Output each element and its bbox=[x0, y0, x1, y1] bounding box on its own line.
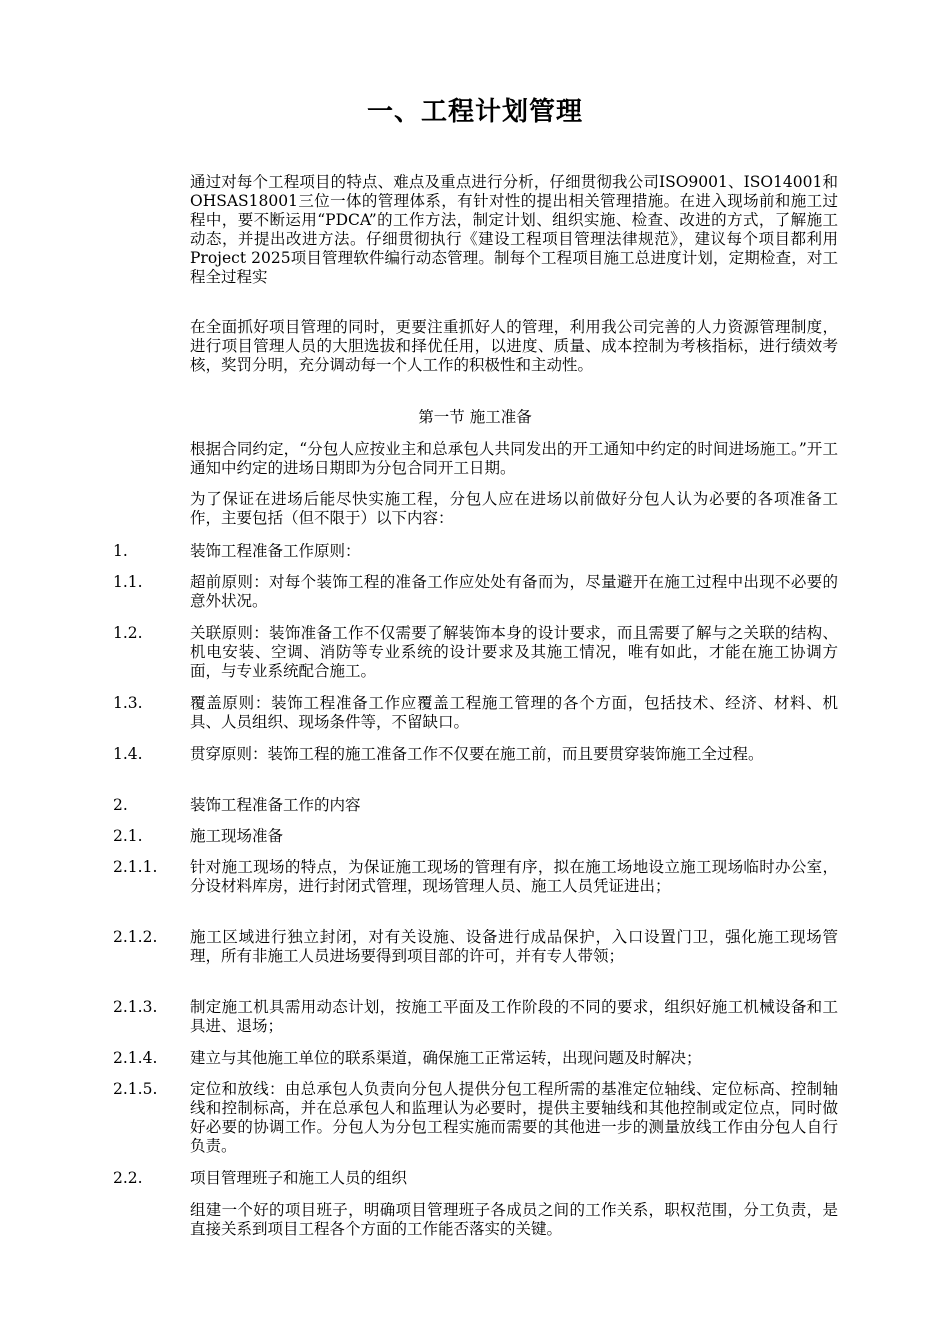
list-item-number: 1.4. bbox=[113, 745, 143, 763]
closing-paragraph: 组建一个好的项目班子，明确项目管理班子各成员之间的工作关系，职权范围，分工负责，是直接关系到项目工程各个方面的工作能否落实的关键。 bbox=[190, 1201, 838, 1238]
list-item-number: 1.1. bbox=[113, 573, 143, 591]
list-item-text: 定位和放线：由总承包人负责向分包人提供分包工程所需的基准定位轴线、定位标高、控制轴线和控制标高，并在总承包人和监理认为必要时，提供主要轴线和其他控制或定位点，同时做好必要的协调工作。分包人为分包工程实施而需要的其他进一步的测量放线工作由分包人自行负责。 bbox=[190, 1080, 838, 1155]
list-item-text: 关联原则：装饰准备工作不仅需要了解装饰本身的设计要求，而且需要了解与之关联的结构、机电安装、空调、消防等专业系统的设计要求及其施工情况，唯有如此，才能在施工协调方面，与专业系统配合施工。 bbox=[190, 624, 838, 680]
list-item-text: 施工现场准备 bbox=[190, 827, 284, 845]
list-item-number: 2.1.5. bbox=[113, 1080, 158, 1098]
intro-paragraph-2: 在全面抓好项目管理的同时，更要注重抓好人的管理，利用我公司完善的人力资源管理制度，进行项目管理人员的大胆选拔和择优任用，以进度、质量、成本控制为考核指标，进行绩效考核，奖罚分明，充分调动每一个人工作的积极性和主动性。 bbox=[190, 318, 838, 374]
list-item-number: 2.2. bbox=[113, 1169, 143, 1187]
intro-paragraph-1: 通过对每个工程项目的特点、难点及重点进行分析，仔细贯彻我公司ISO9001、ISO14001和OHSAS18001三位一体的管理体系，有针对性的提出相关管理措施。在进入现场前和施工过程中，要不断运用“PDCA”的工作方法，制定计划、组织实施、检查、改进的方式，了解施工动态，并提出改进方法。仔细贯彻执行《建设工程项目管理法律规范》，建议每个项目都利用Project 2025项目管理软件编行动态管理。制每个工程项目施工总进度计划，定期检查，对工程全过程实 bbox=[190, 173, 838, 286]
list-item-text: 装饰工程准备工作原则： bbox=[190, 542, 361, 560]
document-title: 一、工程计划管理 bbox=[366, 97, 583, 127]
list-item-number: 2.1.3. bbox=[113, 998, 158, 1016]
list-item-text: 制定施工机具需用动态计划，按施工平面及工作阶段的不同的要求，组织好施工机械设备和工具进、退场； bbox=[190, 998, 838, 1035]
list-item-number: 2.1.4. bbox=[113, 1049, 158, 1067]
list-item-number: 2.1.2. bbox=[113, 928, 158, 946]
list-item-number: 2. bbox=[113, 796, 128, 814]
section-paragraph-1: 根据合同约定，“分包人应按业主和总承包人共同发出的开工通知中约定的时间进场施工。”开工通知中约定的进场日期即为分包合同开工日期。 bbox=[190, 440, 838, 477]
list-item-text: 超前原则：对每个装饰工程的准备工作应处处有备而为，尽量避开在施工过程中出现不必要的意外状况。 bbox=[190, 573, 838, 610]
list-item-text: 针对施工现场的特点，为保证施工现场的管理有序，拟在施工场地设立施工现场临时办公室，分设材料库房，进行封闭式管理，现场管理人员、施工人员凭证进出； bbox=[190, 858, 838, 895]
list-item-text: 覆盖原则：装饰工程准备工作应覆盖工程施工管理的各个方面，包括技术、经济、材料、机具、人员组织、现场条件等，不留缺口。 bbox=[190, 694, 838, 731]
list-item-number: 1. bbox=[113, 542, 128, 560]
list-item-text: 项目管理班子和施工人员的组织 bbox=[190, 1169, 408, 1187]
list-item-number: 1.3. bbox=[113, 694, 143, 712]
list-item-number: 1.2. bbox=[113, 624, 143, 642]
section-heading: 第一节 施工准备 bbox=[418, 408, 532, 426]
list-item-text: 装饰工程准备工作的内容 bbox=[190, 796, 361, 814]
section-paragraph-2: 为了保证在进场后能尽快实施工程，分包人应在进场以前做好分包人认为必要的各项准备工作，主要包括（但不限于）以下内容： bbox=[190, 490, 838, 527]
list-item-text: 贯穿原则：装饰工程的施工准备工作不仅要在施工前，而且要贯穿装饰施工全过程。 bbox=[190, 745, 764, 763]
list-item-number: 2.1. bbox=[113, 827, 143, 845]
list-item-text: 施工区域进行独立封闭，对有关设施、设备进行成品保护，入口设置门卫，强化施工现场管理，所有非施工人员进场要得到项目部的许可，并有专人带领； bbox=[190, 928, 838, 965]
list-item-number: 2.1.1. bbox=[113, 858, 158, 876]
list-item-text: 建立与其他施工单位的联系渠道，确保施工正常运转，出现问题及时解决； bbox=[190, 1049, 702, 1067]
